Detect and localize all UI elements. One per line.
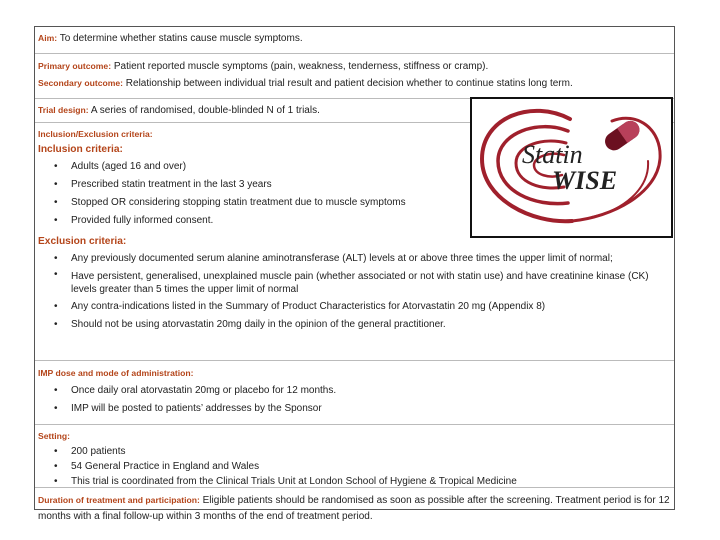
imp-section <box>35 361 674 425</box>
logo-word-wise: WISE <box>552 166 618 195</box>
list-item: • Have persistent, generalised, unexplained muscle pain (whether associated or not with statin use) and have creatinine kinase (CK) levels greater than 5 times the upper limit of normal <box>38 268 671 298</box>
imp-list <box>38 382 671 418</box>
list-item: • Stopped OR considering stopping statin treatment due to muscle symptoms <box>38 194 671 212</box>
trial-design-text: A series of randomised, double-blinded N of 1 trials. <box>90 105 320 116</box>
aim-text: To determine whether statins cause muscle symptoms. <box>59 33 303 44</box>
secondary-outcome-label: Secondary outcome: <box>38 78 124 88</box>
list-item: • Adults (aged 16 and over) <box>38 158 671 176</box>
duration-text: Eligible patients should be randomised as soon as possible after the screening. Treatment period is for 12 months with a final follow-up within 3 months of the end of treatment period. <box>38 495 670 522</box>
logo-word-statin: Statin <box>522 140 583 169</box>
primary-outcome-text: Patient reported muscle symptoms (pain, weakness, tenderness, stiffness or cramp). <box>113 61 489 72</box>
list-item: • Should not be using atorvastatin 20mg daily in the opinion of the general practitioner. <box>38 316 671 334</box>
list-item: • This trial is coordinated from the Clinical Trials Unit at London School of Hygiene & Tropical Medicine <box>38 474 671 489</box>
list-item: • Any contra-indications listed in the Summary of Product Characteristics for Atorvastatin 20 mg (Appendix 8) <box>38 298 671 316</box>
setting-list <box>38 444 671 489</box>
list-item: • 54 General Practice in England and Wales <box>38 459 671 474</box>
trial-design-label: Trial design: <box>38 105 89 115</box>
inclusion-title: Inclusion criteria: <box>38 144 123 155</box>
aim-section <box>35 27 674 54</box>
imp-label: IMP dose and mode of administration: <box>38 368 194 378</box>
list-item: • Once daily oral atorvastatin 20mg or placebo for 12 months. <box>38 382 671 400</box>
list-item: • 200 patients <box>38 444 671 459</box>
secondary-outcome-text: Relationship between individual trial result and patient decision whether to continue statins long term. <box>125 78 573 89</box>
exclusion-list <box>38 250 671 334</box>
primary-outcome-label: Primary outcome: <box>38 61 112 71</box>
aim-label: Aim: <box>38 33 58 43</box>
duration-section <box>35 488 674 522</box>
list-item: • Prescribed statin treatment in the last 3 years <box>38 176 671 194</box>
list-item: • IMP will be posted to patients’ addresses by the Sponsor <box>38 400 671 418</box>
outcomes-section <box>35 54 674 99</box>
setting-label: Setting: <box>38 431 70 441</box>
exclusion-title: Exclusion criteria: <box>38 236 127 247</box>
duration-label: Duration of treatment and participation: <box>38 495 200 505</box>
statinwise-logo-graphic <box>472 99 671 236</box>
list-item: • Any previously documented serum alanine aminotransferase (ALT) levels at or above three times the upper limit of normal; <box>38 250 671 268</box>
criteria-label: Inclusion/Exclusion criteria: <box>38 129 153 139</box>
list-item: • Provided fully informed consent. <box>38 212 671 230</box>
setting-section <box>35 425 674 488</box>
statinwise-logo <box>470 97 673 238</box>
